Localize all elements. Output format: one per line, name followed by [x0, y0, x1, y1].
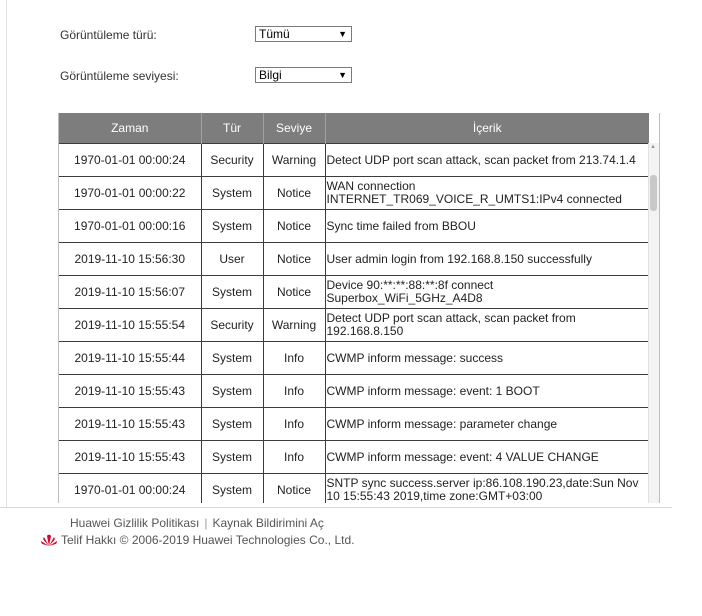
copyright-text: Telif Hakkı © 2006-2019 Huawei Technologies Co., Ltd.: [61, 533, 355, 547]
scroll-up-icon[interactable]: ▲: [650, 144, 656, 150]
open-source-notice-link[interactable]: Kaynak Bildirimini Aç: [212, 516, 324, 530]
table-row: [59, 342, 649, 375]
column-header-level[interactable]: Seviye: [263, 113, 325, 144]
cell-content: Sync time failed from BBOU: [325, 210, 649, 243]
log-table-container: [58, 113, 660, 503]
cell-time: 2019-11-10 15:55:43: [59, 375, 201, 408]
table-row: [59, 276, 649, 309]
cell-time: 2019-11-10 15:56:30: [59, 243, 201, 276]
cell-time: 1970-01-01 00:00:16: [59, 210, 201, 243]
cell-time: 2019-11-10 15:56:07: [59, 276, 201, 309]
cell-content: User admin login from 192.168.8.150 successfully: [325, 243, 649, 276]
cell-content: WAN connection INTERNET_TR069_VOICE_R_UMTS1:IPv4 connected: [325, 177, 649, 210]
footer-links: [70, 516, 324, 530]
table-header-row: [59, 113, 649, 144]
cell-level: Info: [263, 441, 325, 474]
table-row: [59, 375, 649, 408]
privacy-policy-link[interactable]: Huawei Gizlilik Politikası: [70, 516, 200, 530]
cell-level: Info: [263, 375, 325, 408]
view-level-value: Bilgi: [259, 68, 282, 82]
log-table-body: [59, 144, 649, 504]
cell-type: System: [201, 441, 263, 474]
log-table: [59, 113, 649, 503]
column-header-type[interactable]: Tür: [201, 113, 263, 144]
cell-level: Notice: [263, 177, 325, 210]
cell-content: SNTP sync success.server ip:86.108.190.23,date:Sun Nov 10 15:55:43 2019,time zone:GMT+03:00: [325, 474, 649, 504]
cell-content: Device 90:**:**:88:**:8f connect Superbox_WiFi_5GHz_A4D8: [325, 276, 649, 309]
cell-level: Notice: [263, 276, 325, 309]
view-level-label: Görüntüleme seviyesi:: [60, 69, 179, 83]
cell-type: Security: [201, 144, 263, 177]
cell-content: CWMP inform message: parameter change: [325, 408, 649, 441]
cell-time: 2019-11-10 15:55:43: [59, 408, 201, 441]
view-level-select[interactable]: [255, 67, 352, 83]
column-header-content[interactable]: İçerik: [325, 113, 649, 144]
cell-time: 1970-01-01 00:00:24: [59, 144, 201, 177]
cell-time: 2019-11-10 15:55:44: [59, 342, 201, 375]
view-type-value: Tümü: [259, 27, 290, 41]
cell-content: Detect UDP port scan attack, scan packet from 192.168.8.150: [325, 309, 649, 342]
view-type-label: Görüntüleme türü:: [60, 28, 157, 42]
cell-content: CWMP inform message: success: [325, 342, 649, 375]
table-row: [59, 309, 649, 342]
cell-type: System: [201, 177, 263, 210]
huawei-logo-icon: [40, 534, 58, 547]
column-header-time[interactable]: Zaman: [59, 113, 201, 144]
cell-level: Notice: [263, 474, 325, 504]
cell-content: Detect UDP port scan attack, scan packet from 213.74.1.4: [325, 144, 649, 177]
table-row: [59, 177, 649, 210]
cell-level: Warning: [263, 144, 325, 177]
table-scrollbar[interactable]: [648, 143, 659, 503]
chevron-down-icon: ▼: [338, 29, 347, 39]
cell-type: System: [201, 375, 263, 408]
scrollbar-thumb[interactable]: [650, 175, 657, 211]
table-row: [59, 408, 649, 441]
cell-type: System: [201, 210, 263, 243]
cell-type: User: [201, 243, 263, 276]
cell-time: 2019-11-10 15:55:43: [59, 441, 201, 474]
footer-divider: [0, 507, 672, 508]
cell-content: CWMP inform message: event: 4 VALUE CHANGE: [325, 441, 649, 474]
table-row: [59, 474, 649, 504]
cell-content: CWMP inform message: event: 1 BOOT: [325, 375, 649, 408]
cell-time: 1970-01-01 00:00:24: [59, 474, 201, 504]
table-row: [59, 441, 649, 474]
table-row: [59, 210, 649, 243]
cell-level: Notice: [263, 210, 325, 243]
cell-time: 2019-11-10 15:55:54: [59, 309, 201, 342]
cell-level: Info: [263, 408, 325, 441]
view-type-select[interactable]: [255, 26, 352, 42]
left-divider: [6, 0, 7, 508]
cell-type: System: [201, 342, 263, 375]
cell-type: System: [201, 276, 263, 309]
footer-separator: |: [204, 516, 208, 530]
chevron-down-icon: ▼: [338, 70, 347, 80]
copyright-row: [40, 533, 354, 547]
cell-type: System: [201, 474, 263, 504]
table-row: [59, 144, 649, 177]
cell-type: Security: [201, 309, 263, 342]
cell-type: System: [201, 408, 263, 441]
cell-time: 1970-01-01 00:00:22: [59, 177, 201, 210]
cell-level: Warning: [263, 309, 325, 342]
cell-level: Info: [263, 342, 325, 375]
cell-level: Notice: [263, 243, 325, 276]
table-row: [59, 243, 649, 276]
